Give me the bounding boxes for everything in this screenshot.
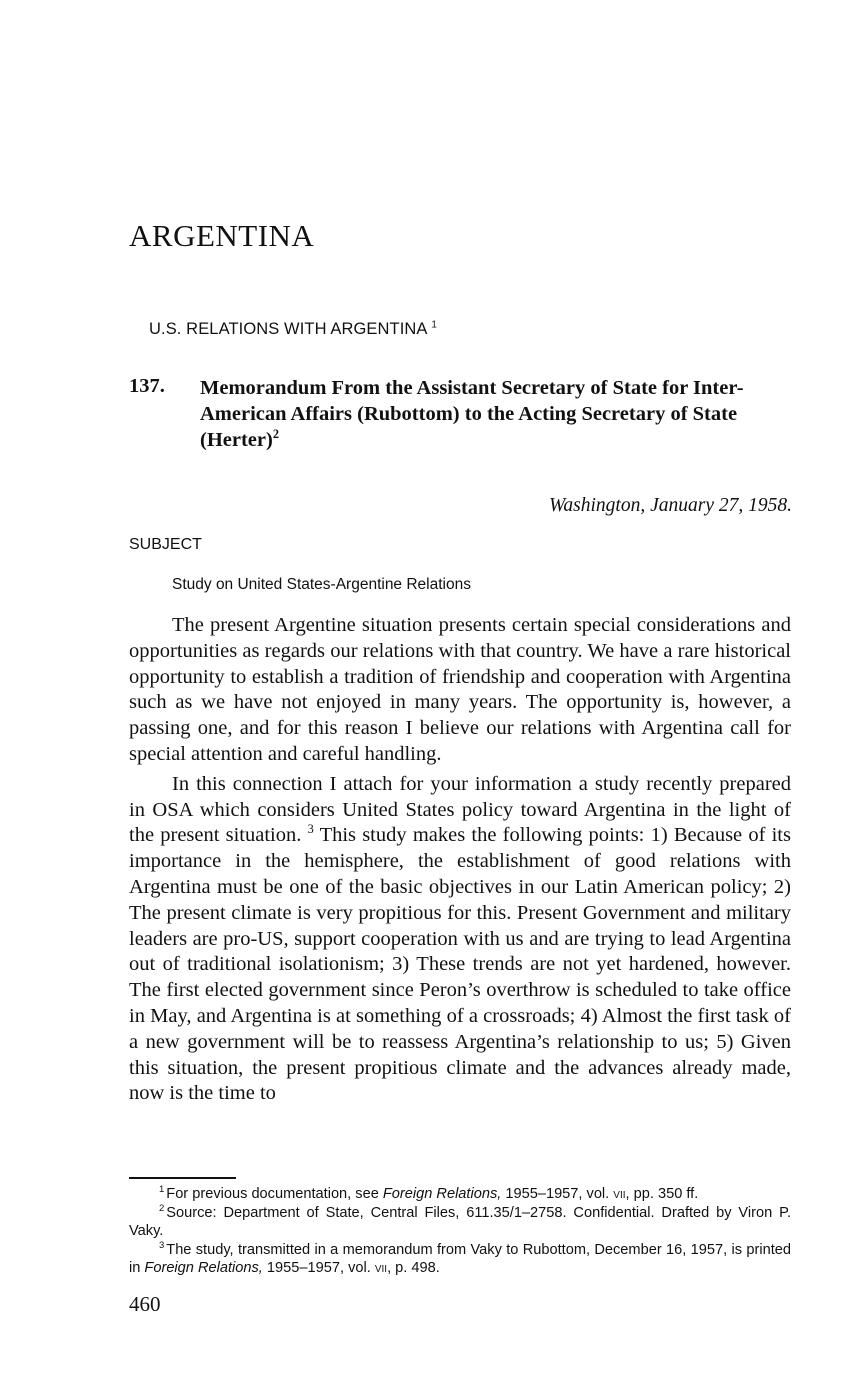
footnote-2 xyxy=(129,1204,791,1241)
memo-body xyxy=(129,613,791,1111)
footnote-1-text-mid: 1955–1957, vol. xyxy=(501,1186,614,1202)
paragraph-2-footnote-ref: 3 xyxy=(307,822,314,837)
footnote-1-mark: 1 xyxy=(159,1184,165,1196)
footnote-3-mark: 3 xyxy=(159,1239,165,1251)
footnote-3-italic: Foreign Relations, xyxy=(144,1260,263,1276)
footnote-1 xyxy=(129,1185,791,1204)
document-heading xyxy=(200,375,800,453)
subject-text: Study on United States-Argentine Relations xyxy=(172,576,471,593)
footnote-3-text-after: , p. 498. xyxy=(387,1260,440,1276)
section-title xyxy=(149,320,437,339)
document-number: 137. xyxy=(129,375,165,397)
document-heading-text: Memorandum From the Assistant Secretary of State for Inter-American Affairs (Rubottom) to the Acting Secretary of State (Herter) xyxy=(200,377,744,451)
section-title-text: U.S. RELATIONS WITH ARGENTINA xyxy=(149,320,427,338)
paragraph-2 xyxy=(129,772,791,1107)
footnote-divider xyxy=(129,1177,236,1179)
subject-label: SUBJECT xyxy=(129,536,202,553)
footnote-3-volume: vii xyxy=(374,1260,388,1276)
paragraph-1: The present Argentine situation presents certain special considerations and opportunities as regards our relations with that country. We have a rare historical opportunity to establish a tradition of friendship and cooperation with Argentina such as we have not enjoyed in many years. The opportunity is, however, a passing one, and for this reason I believe our relations with Argentina call for special attention and careful handling. xyxy=(129,614,791,765)
footnote-3-text-mid: 1955–1957, vol. xyxy=(262,1260,375,1276)
footnote-1-volume: vii xyxy=(613,1186,626,1202)
footnotes xyxy=(129,1185,791,1278)
footnote-3 xyxy=(129,1241,791,1278)
paragraph-2-part-1: In this connection I attach for your information a study recently prepared in OSA which considers United States policy toward Argentina in the light of the present situation. xyxy=(129,772,791,847)
footnote-2-text: Source: Department of State, Central Files, 611.35/1–2758. Confidential. Drafted by Viron P. Vaky. xyxy=(129,1204,791,1239)
document-footnote-ref: 2 xyxy=(272,427,279,442)
chapter-title: ARGENTINA xyxy=(129,218,315,253)
footnote-1-text-before: For previous documentation, see xyxy=(166,1186,383,1202)
footnote-3-text-before: The study, transmitted in a memorandum from Vaky to Rubottom, December 16, 1957, is printed in xyxy=(129,1241,791,1276)
paragraph-2-part-2: This study makes the following points: 1) Because of its importance in the hemisphere, the establishment of good relations with Argentina must be one of the basic objectives in our Latin American policy; 2) The present climate is very propitious for this. Present Government and military leaders are pro-US, support cooperation with us and are trying to lead Argentina out of traditional isolationism; 3) These trends are not yet hardened, however. The first elected government since Peron’s overthrow is scheduled to take office in May, and Argentina is at something of a crossroads; 4) Almost the first task of a new government will be to reassess Argentina’s relationship to us; 5) Given this situation, the present propitious climate and the advances already made, now is the time to xyxy=(129,824,791,1105)
footnote-1-italic: Foreign Relations, xyxy=(382,1186,502,1202)
footnote-2-mark: 2 xyxy=(159,1202,165,1214)
section-footnote-ref: 1 xyxy=(431,319,437,331)
page-number: 460 xyxy=(129,1292,161,1316)
footnote-1-text-after: , pp. 350 ff. xyxy=(625,1186,699,1202)
dateline: Washington, January 27, 1958. xyxy=(548,495,792,516)
